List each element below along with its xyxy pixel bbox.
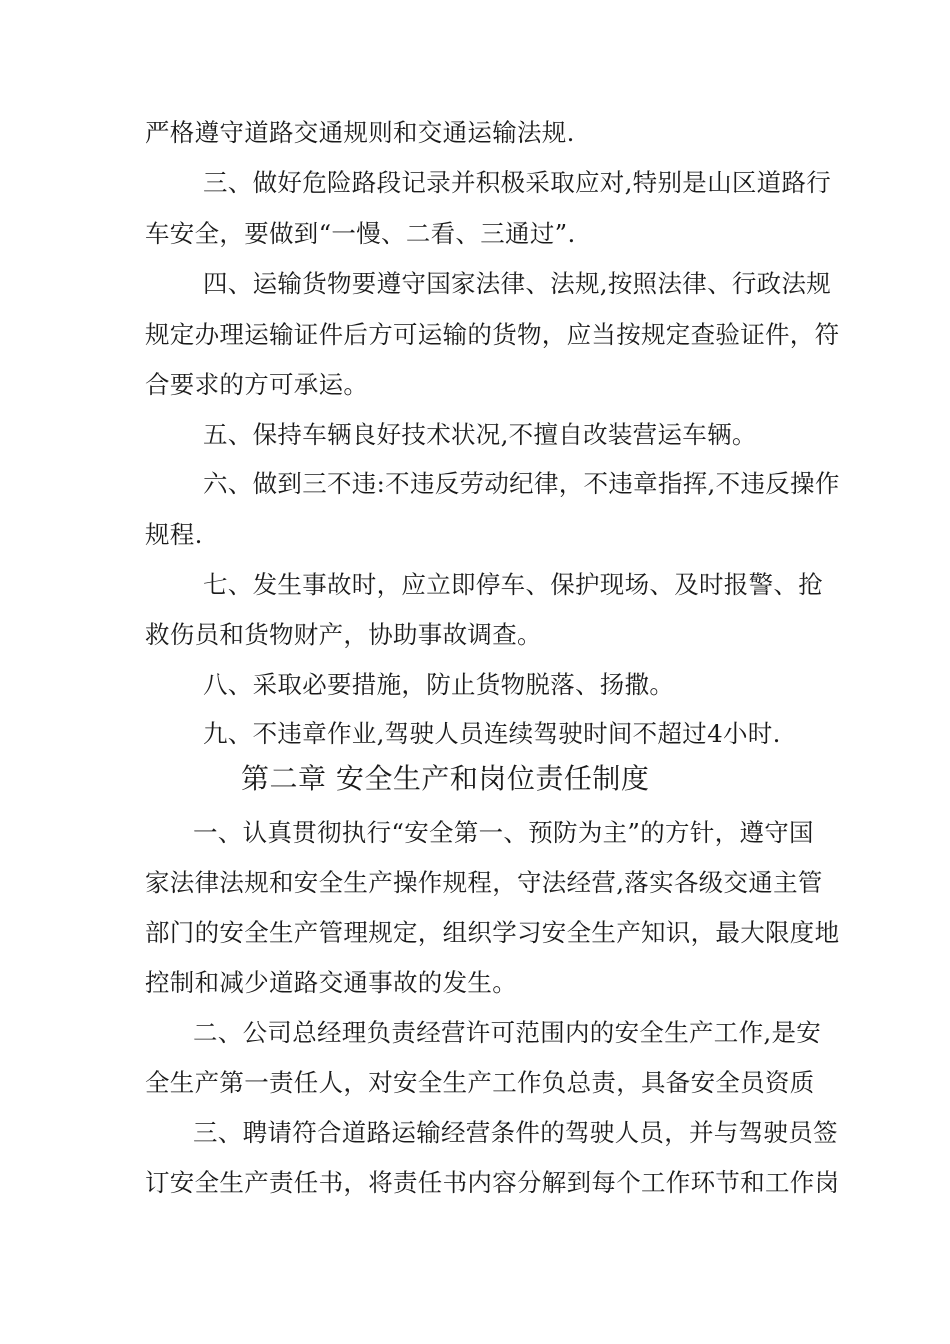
text-line: 订安全生产责任书，将责任书内容分解到每个工作环节和工作岗 bbox=[145, 1168, 840, 1197]
text-line: 七、发生事故时，应立即停车、保护现场、及时报警、抢 bbox=[203, 570, 823, 599]
text-line: 规定办理运输证件后方可运输的货物，应当按规定查验证件，符 bbox=[145, 320, 840, 349]
text-line: 救伤员和货物财产，协助事故调查。 bbox=[145, 620, 542, 649]
text-line: 控制和减少道路交通事故的发生。 bbox=[145, 968, 517, 997]
chapter-title: 第二章 安全生产和岗位责任制度 bbox=[241, 762, 650, 795]
text-line: 九、不违章作业,驾驶人员连续驾驶时间不超过4小时. bbox=[203, 719, 781, 748]
text-line: 车安全，要做到“一慢、二看、三通过”. bbox=[145, 219, 576, 248]
text-line: 四、运输货物要遵守国家法律、法规,按照法律、行政法规 bbox=[203, 269, 832, 298]
text-line: 全生产第一责任人，对安全生产工作负总责，具备安全员资质 bbox=[145, 1068, 815, 1097]
text-line: 三、聘请符合道路运输经营条件的驾驶人员，并与驾驶员签 bbox=[193, 1118, 838, 1147]
text-line: 六、做到三不违:不违反劳动纪律，不违章指挥,不违反操作 bbox=[203, 469, 840, 498]
text-line: 家法律法规和安全生产操作规程，守法经营,落实各级交通主管 bbox=[145, 868, 823, 897]
text-line: 规程. bbox=[145, 520, 203, 549]
text-line: 一、认真贯彻执行“安全第一、预防为主”的方针，遵守国 bbox=[193, 818, 814, 847]
text-line: 合要求的方可承运。 bbox=[145, 370, 369, 399]
text-line: 部门的安全生产管理规定，组织学习安全生产知识，最大限度地 bbox=[145, 918, 840, 947]
text-line: 二、公司总经理负责经营许可范围内的安全生产工作,是安 bbox=[193, 1018, 822, 1047]
text-line: 严格遵守道路交通规则和交通运输法规. bbox=[145, 118, 575, 147]
text-line: 三、做好危险路段记录并积极采取应对,特别是山区道路行 bbox=[203, 168, 832, 197]
text-line: 八、采取必要措施，防止货物脱落、扬撒。 bbox=[203, 670, 675, 699]
text-line: 五、保持车辆良好技术状况,不擅自改装营运车辆。 bbox=[203, 420, 757, 449]
